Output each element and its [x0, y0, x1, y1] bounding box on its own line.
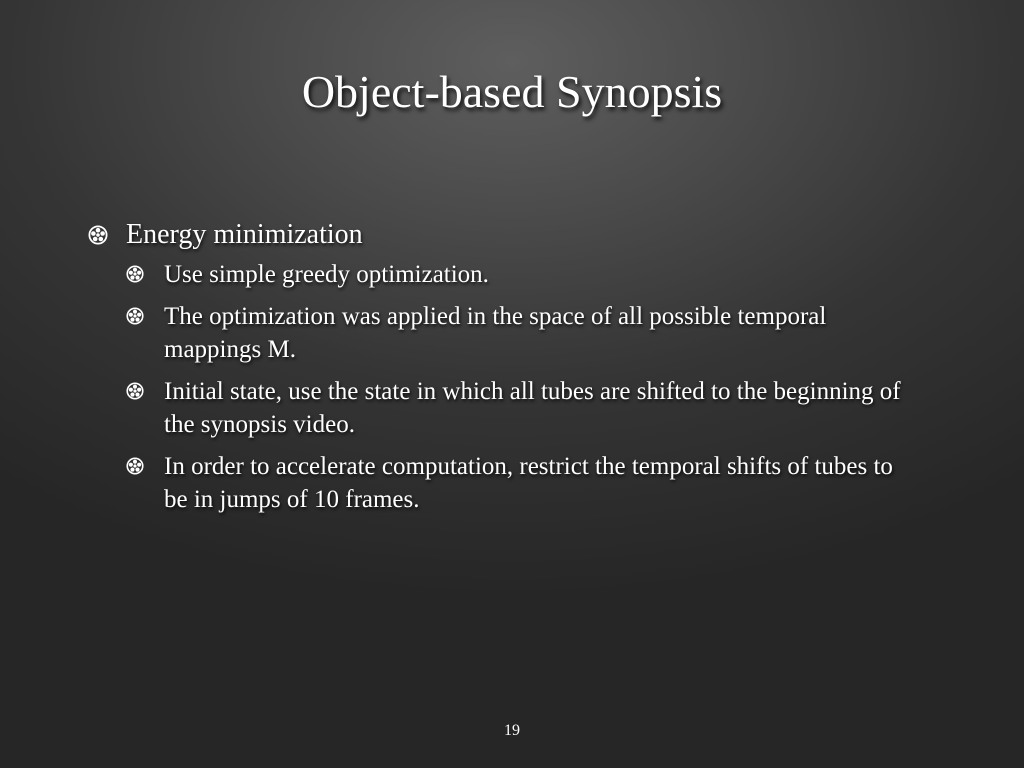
- wheel-bullet-icon: [126, 382, 144, 400]
- slide-content: [88, 216, 948, 525]
- page-number: 19: [504, 722, 520, 739]
- sub-bullet-item: [126, 300, 904, 366]
- wheel-bullet-icon: [88, 225, 108, 245]
- sub-bullet-text: Initial state, use the state in which all tubes are shifted to the beginning of the synopsis video.: [164, 378, 901, 438]
- wheel-bullet-icon: [126, 265, 144, 283]
- sub-bullet-item: [126, 450, 904, 516]
- wheel-bullet-icon: [126, 307, 144, 325]
- sub-bullet-text: Use simple greedy optimization.: [164, 261, 489, 288]
- slide-title: Object-based Synopsis: [301, 66, 723, 117]
- sub-bullet-list: [126, 258, 948, 516]
- sub-bullet-text: The optimization was applied in the space of all possible temporal mappings M.: [164, 303, 827, 363]
- sub-bullet-item: [126, 375, 904, 441]
- sub-bullet-item: [126, 258, 904, 291]
- wheel-bullet-icon: [126, 457, 144, 475]
- bullet-item: [88, 216, 948, 254]
- sub-bullet-text: In order to accelerate computation, restrict the temporal shifts of tubes to be in jumps of 10 frames.: [164, 453, 893, 513]
- bullet-text: Energy minimization: [126, 219, 363, 250]
